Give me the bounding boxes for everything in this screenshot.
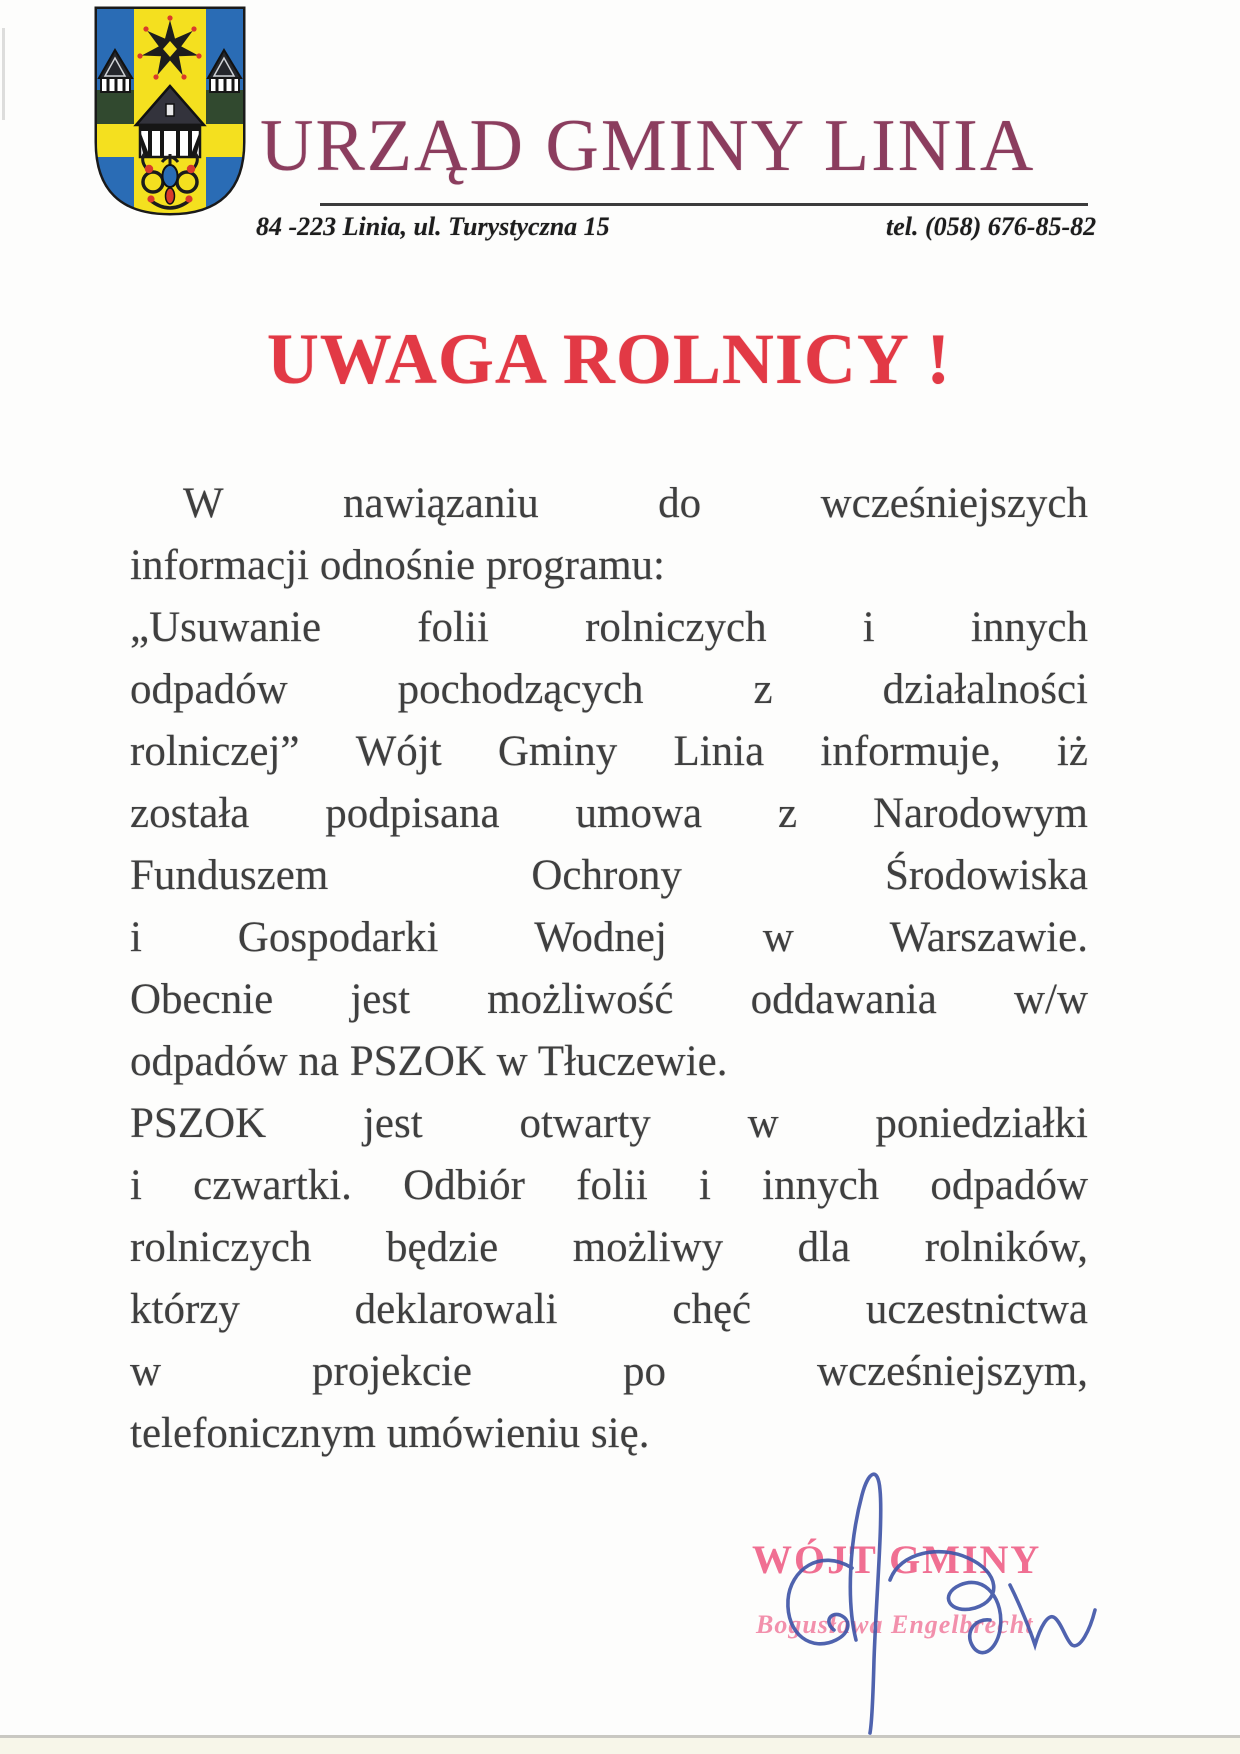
scan-edge-artifact xyxy=(2,28,5,120)
body-word: wcześniejszym, xyxy=(816,1348,1088,1395)
body-word: rolników, xyxy=(924,1224,1088,1271)
body-line: odpadów na PSZOK w Tłuczewie. xyxy=(130,1038,728,1085)
body-word: pochodzących xyxy=(397,666,644,713)
body-word: Warszawie. xyxy=(889,914,1088,961)
body-word: „Usuwanie xyxy=(130,604,322,651)
body-word: rolniczych xyxy=(585,604,767,651)
body-word: Linia xyxy=(673,728,765,775)
body-word: w xyxy=(747,1100,779,1147)
body-line xyxy=(130,1093,1088,1155)
body-word: po xyxy=(622,1348,666,1395)
gmina-linia-coat-of-arms-icon xyxy=(92,4,248,218)
stamp-title: WÓJT GMINY xyxy=(752,1537,1042,1582)
scan-background-strip xyxy=(0,1738,1240,1754)
body-word: Gospodarki xyxy=(237,914,439,961)
stamp-name: Bogusława Engelbrecht xyxy=(756,1610,1034,1639)
body-word: z xyxy=(753,666,773,713)
body-word: iż xyxy=(1056,728,1088,775)
body-word: możliwy xyxy=(572,1224,724,1271)
body-line xyxy=(130,1279,1088,1341)
body-line xyxy=(130,1341,1088,1403)
body-word: umowa xyxy=(575,790,703,837)
body-line xyxy=(130,783,1088,845)
body-word: rolniczej” xyxy=(130,728,300,775)
org-phone: tel. (058) 676-85-82 xyxy=(886,212,1097,241)
body-word: w xyxy=(762,914,794,961)
body-word: została xyxy=(130,790,250,837)
body-word: folii xyxy=(417,604,489,651)
body-word: Wodnej xyxy=(534,914,667,961)
body-word: innych xyxy=(762,1162,880,1209)
body-word: odpadów xyxy=(930,1162,1088,1209)
body-word: projekcie xyxy=(312,1348,473,1395)
body-word: Gminy xyxy=(497,728,618,775)
body-word: i xyxy=(698,1162,711,1209)
body-line xyxy=(130,907,1088,969)
notice-title: UWAGA ROLNICY ! xyxy=(266,319,952,399)
notice-body xyxy=(130,473,1088,1465)
body-word: czwartki. xyxy=(193,1162,352,1209)
body-word: do xyxy=(658,480,702,527)
body-word: poniedziałki xyxy=(875,1100,1088,1147)
body-line xyxy=(130,1217,1088,1279)
org-name: URZĄD GMINY LINIA xyxy=(260,105,1036,187)
body-word: dla xyxy=(797,1224,851,1271)
body-word: folii xyxy=(576,1162,648,1209)
body-line xyxy=(130,1155,1088,1217)
body-word: i xyxy=(130,914,142,961)
body-line xyxy=(130,845,1088,907)
body-word: chęć xyxy=(672,1286,752,1333)
body-word: informuje, xyxy=(820,728,1001,775)
body-word: Funduszem xyxy=(130,852,329,899)
body-word: rolniczych xyxy=(130,1224,312,1271)
body-word: innych xyxy=(970,604,1088,651)
body-word: i xyxy=(130,1162,142,1209)
body-word: będzie xyxy=(385,1224,499,1271)
body-word: oddawania xyxy=(750,976,937,1023)
body-word: Wójt xyxy=(355,728,442,775)
coat-of-arms-logo xyxy=(92,4,248,218)
body-line xyxy=(130,721,1088,783)
body-word: odpadów xyxy=(130,666,288,713)
handwritten-signature-icon xyxy=(730,1430,1130,1740)
body-word: Narodowym xyxy=(873,790,1088,837)
body-word: działalności xyxy=(882,666,1088,713)
body-word: nawiązaniu xyxy=(342,480,539,527)
body-word: wcześniejszych xyxy=(820,480,1088,527)
body-line xyxy=(130,597,1088,659)
body-word: z xyxy=(778,790,798,837)
body-word: i xyxy=(862,604,875,651)
body-line xyxy=(130,473,1088,535)
body-word: Środowiska xyxy=(884,852,1088,899)
body-word: jest xyxy=(350,976,411,1023)
body-word: w/w xyxy=(1013,976,1088,1023)
org-address: 84 -223 Linia, ul. Turystyczna 15 xyxy=(256,212,610,241)
header-divider xyxy=(320,203,1088,206)
body-word: deklarowali xyxy=(354,1286,558,1333)
body-line xyxy=(130,969,1088,1031)
body-word: W xyxy=(183,480,224,527)
body-word: Odbiór xyxy=(403,1162,525,1209)
body-line: telefonicznym umówieniu się. xyxy=(130,1410,650,1457)
body-word: Ochrony xyxy=(531,852,682,899)
body-word: którzy xyxy=(130,1286,240,1333)
body-word: Obecnie xyxy=(130,976,274,1023)
body-word: PSZOK xyxy=(130,1100,267,1147)
body-word: jest xyxy=(362,1100,423,1147)
body-word: możliwość xyxy=(487,976,674,1023)
body-word: w xyxy=(130,1348,162,1395)
body-word: uczestnictwa xyxy=(865,1286,1088,1333)
body-line xyxy=(130,659,1088,721)
body-word: otwarty xyxy=(519,1100,651,1147)
body-line: informacji odnośnie programu: xyxy=(130,542,665,589)
body-word: podpisana xyxy=(325,790,500,837)
